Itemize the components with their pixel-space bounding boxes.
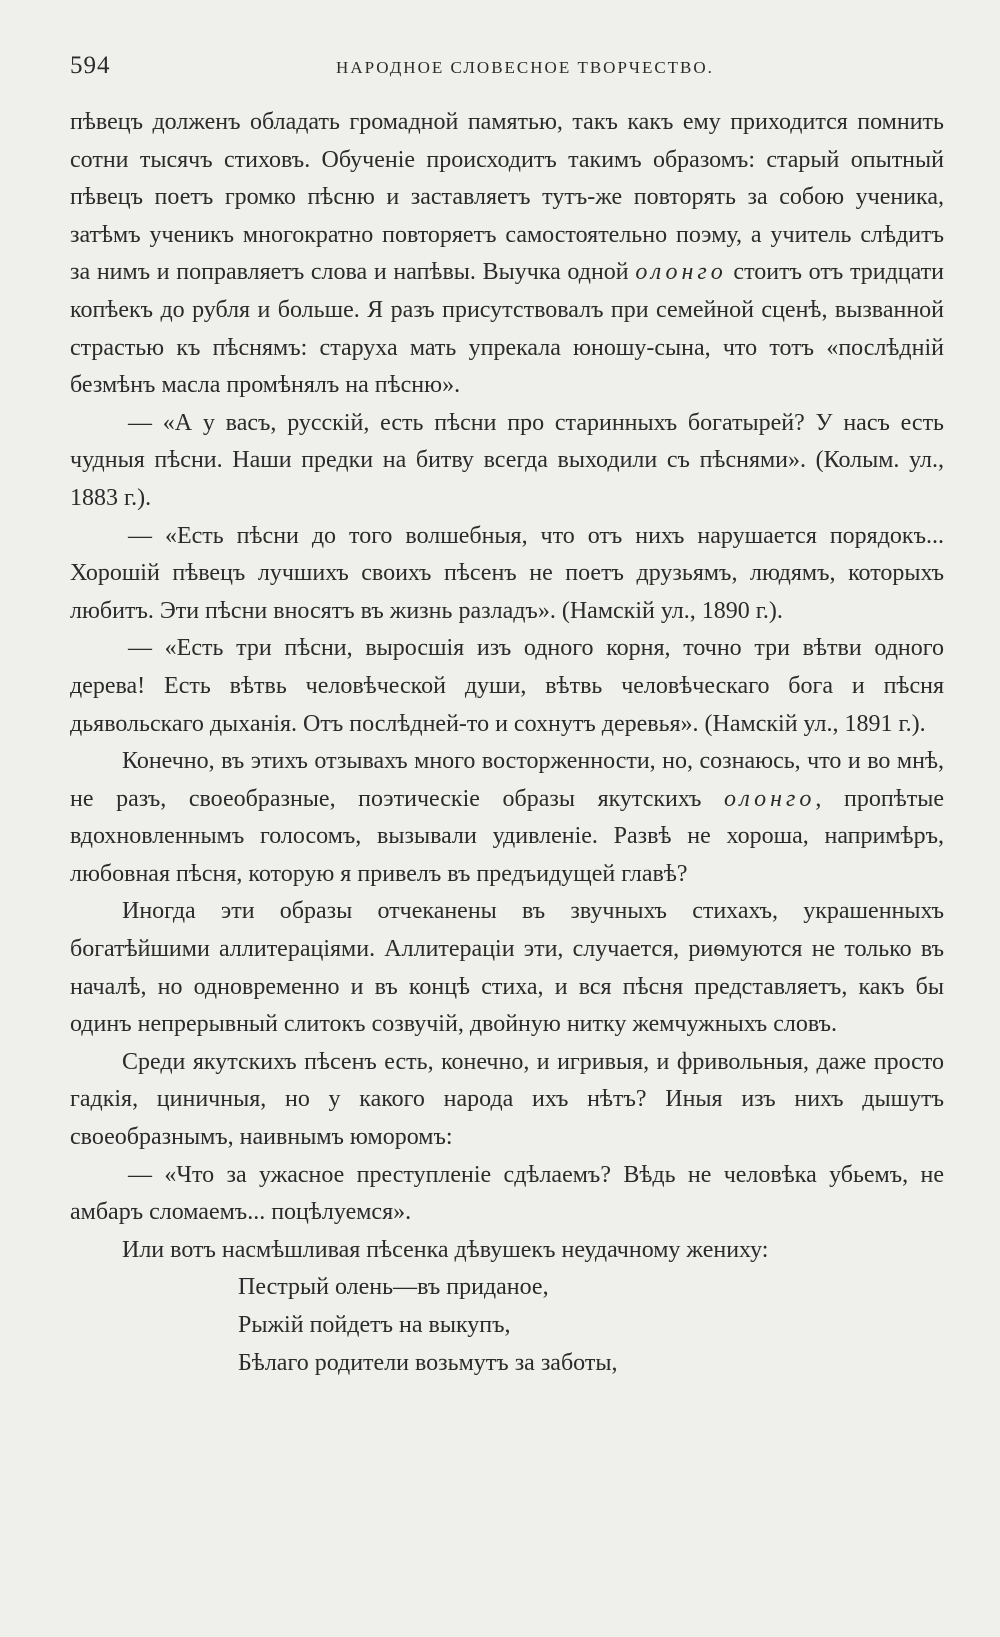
verse-block bbox=[238, 1269, 944, 1382]
page-number: 594 bbox=[70, 52, 111, 79]
quote-4: — «Что за ужасное преступленіе сдѣлаемъ? Вѣдь не человѣка убьемъ, не амбаръ сломаемъ... поцѣлуемся». bbox=[70, 1161, 944, 1226]
olongo-term: олонго bbox=[723, 785, 816, 812]
paragraph-5-text-a: Конечно, въ этихъ отзывахъ много восторженности, но, сознаюсь, что и во мнѣ, не разъ, своеобразные, поэтическіе образы якутскихъ bbox=[70, 748, 944, 812]
paragraph-7: Среди якутскихъ пѣсенъ есть, конечно, и игривыя, и фривольныя, даже просто гадкія, циничныя, но у какого народа ихъ нѣтъ? Иныя изъ нихъ дышутъ своеобразнымъ, наивнымъ юморомъ: bbox=[70, 1048, 944, 1151]
paragraph-9: Или вотъ насмѣшливая пѣсенка дѣвушекъ неудачному жениху: bbox=[122, 1236, 769, 1263]
paragraph-5 bbox=[70, 743, 944, 893]
paragraph-1-text-a: пѣвецъ долженъ обладать громадной памятью, такъ какъ ему приходится помнить сотни тысячъ стиховъ. Обученіе происходитъ такимъ образомъ: старый опытный пѣвецъ поетъ громко пѣсню и заставляетъ тутъ-же повторять за собою ученика, затѣмъ ученикъ многократно повторяетъ самостоятельно поэму, а учитель слѣдитъ за нимъ и поправляетъ слова и напѣвы. Выучка одной bbox=[70, 109, 944, 286]
running-title: НАРОДНОЕ СЛОВЕСНОЕ ТВОРЧЕСТВО. bbox=[336, 58, 714, 77]
quote-2: — «Есть пѣсни до того волшебныя, что отъ нихъ нарушается порядокъ... Хорошій пѣвецъ лучшихъ своихъ пѣсенъ не поетъ друзьямъ, людямъ, которыхъ любитъ. Эти пѣсни вносятъ въ жизнь разладъ». (Намскій ул., 1890 г.). bbox=[70, 522, 944, 624]
paragraph-6: Иногда эти образы отчеканены въ звучныхъ стихахъ, украшенныхъ богатѣйшими аллитераціями. Аллитераціи эти, случается, риѳмуются не только въ началѣ, но одновременно и въ концѣ стиха, и вся пѣсня представляетъ, какъ бы одинъ непрерывный слитокъ созвучій, двойную нитку жемчужныхъ словъ. bbox=[70, 898, 944, 1038]
quote-3: — «Есть три пѣсни, выросшія изъ одного корня, точно три вѣтви одного дерева! Есть вѣтвь человѣческой души, вѣтвь человѣческаго бога и пѣсня дьявольскаго дыханія. Отъ послѣдней-то и сохнутъ деревья». (Намскій ул., 1891 г.). bbox=[70, 635, 944, 737]
page-header bbox=[70, 48, 950, 88]
quote-1: — «А у васъ, русскій, есть пѣсни про старинныхъ богатырей? У насъ есть чудныя пѣсни. Наши предки на битву всегда выходили съ пѣснями». (Колым. ул., 1883 г.). bbox=[70, 409, 944, 511]
page-body bbox=[70, 104, 944, 1382]
olongo-term: олонго bbox=[635, 259, 727, 286]
verse-line: Пестрый олень—въ приданое, bbox=[238, 1274, 549, 1301]
verse-line: Рыжій пойдетъ на выкупъ, bbox=[238, 1312, 511, 1338]
paragraph-1 bbox=[70, 104, 944, 405]
verse-line: Бѣлаго родители возьмутъ за заботы, bbox=[238, 1349, 618, 1376]
paragraph-5-text-b: , пропѣтые вдохновленнымъ голосомъ, вызывали удивленіе. Развѣ не хороша, напримѣръ, любовная пѣсня, которую я привелъ въ предъидущей главѣ? bbox=[70, 785, 945, 887]
paragraph-1-text-b: стоитъ отъ тридцати копѣекъ до рубля и больше. Я разъ присутствовалъ при семейной сценѣ, вызванной страстью къ пѣснямъ: старуха мать упрекала юношу-сына, что тотъ «послѣдній безмѣнъ масла промѣнялъ на пѣсню». bbox=[70, 259, 944, 399]
